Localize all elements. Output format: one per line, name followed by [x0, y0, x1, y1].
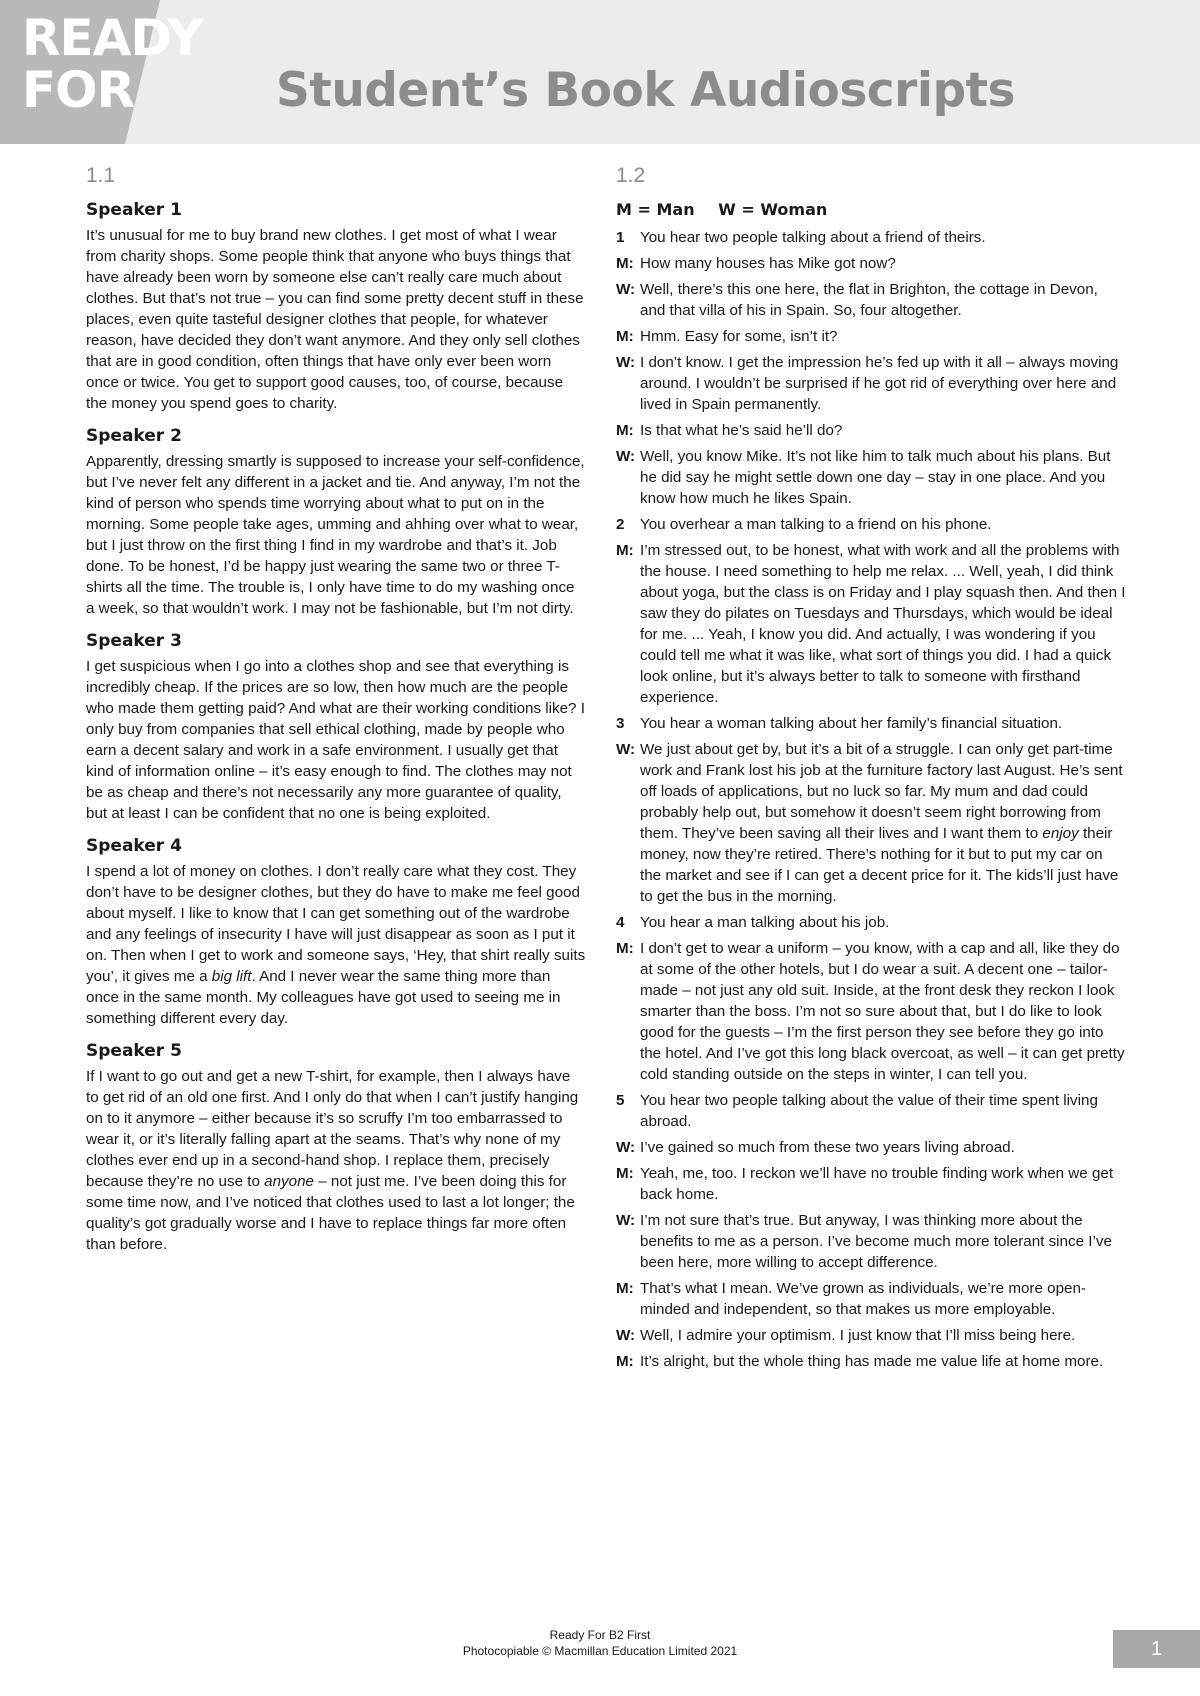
question-item — [616, 713, 1126, 734]
dialogue-line — [616, 938, 1126, 1085]
item-text: Is that what he’s said he’ll do? — [640, 422, 843, 439]
section-number-1-2: 1.2 — [616, 164, 646, 187]
item-label: 1 — [616, 229, 625, 246]
dialogue-line — [616, 1325, 1126, 1346]
key-woman: W = Woman — [718, 200, 828, 219]
dialogue-line — [616, 352, 1126, 415]
item-label: M: — [616, 1353, 634, 1370]
item-label: W: — [616, 281, 636, 298]
question-item — [616, 514, 1126, 535]
question-item — [616, 1090, 1126, 1132]
item-text: I don’t know. I get the impression he’s fed up with it all – always moving around. I wouldn’t be surprised if he got rid of everything over here and lived in Spain permanently. — [640, 354, 1119, 413]
item-text: It’s alright, but the whole thing has made me value life at home more. — [640, 1353, 1104, 1370]
item-label: M: — [616, 1280, 634, 1297]
speaker-4-text-a: I spend a lot of money on clothes. I don’t really care what they cost. They don’t have to be designer clothes, but they do have to make me feel good about myself. I like to know that I can get something out of the wardrobe and any feelings of insecurity I have will just disappear as soon as I put it on. Then when I get to work and someone says, ‘Hey, that shirt really suits you’, it gives me a — [86, 863, 586, 985]
dialogue-line — [616, 1210, 1126, 1273]
item-label: W: — [616, 354, 636, 371]
dialogue-line — [616, 446, 1126, 509]
speaker-4-text-emphasis: big lift — [211, 968, 252, 985]
item-label: M: — [616, 940, 634, 957]
item-label: 4 — [616, 914, 625, 931]
item-text: Yeah, me, too. I reckon we’ll have no trouble finding work when we get back home. — [640, 1165, 1114, 1203]
dialogue-list — [616, 227, 1126, 1372]
logo-line-2: FOR — [22, 61, 135, 119]
speaker-3-heading: Speaker 3 — [86, 631, 182, 651]
speaker-1-heading: Speaker 1 — [86, 200, 182, 220]
item-text — [640, 739, 1126, 907]
dialogue-line — [616, 279, 1126, 321]
item-text: How many houses has Mike got now? — [640, 255, 896, 272]
item-text: Hmm. Easy for some, isn’t it? — [640, 328, 838, 345]
item-label: M: — [616, 1165, 634, 1182]
item-text: I’m stressed out, to be honest, what with work and all the problems with the house. I need something to help me relax. ... Well, yeah, I did think about yoga, but the class is on Friday and I play squash then. And then I saw they do pilates on Tuesdays and Thursdays, which would be ideal for me. ... Yeah, I know you did. And actually, I was wondering if you could tell me what it was like, what sort of things you did. I had a quick look online, but it’s always better to talk to someone with firsthand experience. — [640, 542, 1126, 706]
left-column — [86, 160, 586, 1266]
dialogue-line — [616, 1137, 1126, 1158]
item-text: I’ve gained so much from these two years living abroad. — [640, 1139, 1015, 1156]
item-text-emphasis: enjoy — [1042, 825, 1079, 842]
dialogue-line — [616, 540, 1126, 708]
dialogue-line — [616, 253, 1126, 274]
item-text: You hear a woman talking about her family’s financial situation. — [640, 715, 1063, 732]
item-text: I’m not sure that’s true. But anyway, I was thinking more about the benefits to me as a person. I’ve become much more tolerant since I’ve been here, more willing to accept difference. — [640, 1212, 1112, 1271]
item-label: M: — [616, 542, 634, 559]
dialogue-line — [616, 1163, 1126, 1205]
item-text: You hear a man talking about his job. — [640, 914, 890, 931]
question-item — [616, 912, 1126, 933]
item-text: Well, I admire your optimism. I just know that I’ll miss being here. — [640, 1327, 1076, 1344]
item-label: W: — [616, 1327, 636, 1344]
item-text: You overhear a man talking to a friend on his phone. — [640, 516, 992, 533]
speaker-key — [616, 199, 1126, 221]
right-column — [616, 160, 1126, 1377]
question-item — [616, 227, 1126, 248]
item-label: M: — [616, 328, 634, 345]
dialogue-line — [616, 1278, 1126, 1320]
item-text-b: their money, now they’re retired. There’s nothing for it but to put my car on the market and see if I can get a decent price for it. The kids’ll just have to get the bus in the morning. — [640, 825, 1119, 905]
speaker-2-heading: Speaker 2 — [86, 426, 182, 446]
item-label: W: — [616, 1212, 636, 1229]
page-number: 1 — [1113, 1630, 1200, 1668]
speaker-5-text-b: – not just me. I’ve been doing this for some time now, and I’ve noticed that clothes used to last a lot longer; the quality’s got gradually worse and I have to replace things far more often than before. — [86, 1173, 575, 1253]
speaker-5-text-emphasis: anyone — [264, 1173, 314, 1190]
dialogue-line — [616, 420, 1126, 441]
item-label: W: — [616, 1139, 636, 1156]
item-text: You hear two people talking about a friend of theirs. — [640, 229, 986, 246]
speaker-1-text: It’s unusual for me to buy brand new clothes. I get most of what I wear from charity shops. Some people think that anyone who buys things that have already been worn by someone else can’t really care much about clothes. But that’s not true – you can find some pretty decent stuff in these places, even quite tasteful designer clothes that people, for whatever reason, have decided they don’t want anymore. And they only sell clothes that are in good condition, often things that have only ever been worn once or twice. You get to support good causes, too, of course, because the money you spend goes to charity. — [86, 227, 584, 412]
speaker-4-text — [86, 861, 586, 1029]
item-label: M: — [616, 422, 634, 439]
speaker-5-heading: Speaker 5 — [86, 1041, 182, 1061]
item-label: W: — [616, 741, 636, 758]
dialogue-line — [616, 326, 1126, 347]
item-label: 3 — [616, 715, 625, 732]
item-text: Well, you know Mike. It’s not like him to talk much about his plans. But he did say he might settle down one day – stay in one place. And you know how much he likes Spain. — [640, 448, 1111, 507]
speaker-4-heading: Speaker 4 — [86, 836, 182, 856]
speaker-3-text: I get suspicious when I go into a clothes shop and see that everything is incredibly cheap. If the prices are so low, then how much are the people who made them getting paid? And what are their working conditions like? I only buy from companies that sell ethical clothing, made by people who earn a decent salary and work in a safe environment. I usually get that kind of information online – it’s easy enough to find. The clothes may not be as cheap and there’s not necessarily any more guarantee of quality, but at least I can be confident that no one is being exploited. — [86, 658, 585, 822]
page-title: Student’s Book Audioscripts — [276, 63, 1016, 118]
section-number-1-1: 1.1 — [86, 164, 116, 187]
speaker-4-text-b: . And I never wear the same thing more than once in the same month. My colleagues have got used to seeing me in something different every day. — [86, 968, 561, 1027]
dialogue-line — [616, 1351, 1126, 1372]
logo — [22, 9, 203, 119]
item-text: Well, there’s this one here, the flat in Brighton, the cottage in Devon, and that villa of his in Spain. So, four altogether. — [640, 281, 1098, 319]
dialogue-line — [616, 739, 1126, 907]
item-label: M: — [616, 255, 634, 272]
item-text: You hear two people talking about the value of their time spent living abroad. — [640, 1092, 1098, 1130]
header-band — [0, 0, 1200, 144]
speaker-5-text — [86, 1066, 586, 1255]
item-text-a: We just about get by, but it’s a bit of a struggle. I can only get part-time work and Frank lost his job at the furniture factory last August. He’s sent off loads of applications, but no luck so far. My mum and dad could probably help out, but somehow it doesn’t seem right borrowing from them. They’ve been saving all their lives and I want them to — [640, 741, 1123, 842]
item-label: W: — [616, 448, 636, 465]
footer-copyright: Photocopiable © Macmillan Education Limited 2021 — [462, 1644, 738, 1658]
speaker-5-text-a: If I want to go out and get a new T-shirt, for example, then I always have to get rid of an old one first. And I only do that when I can’t justify hanging on to it anymore – either because it’s so scruffy I’m too embarrassed to wear it, or it’s literally falling apart at the seams. That’s why none of my clothes ever end up in a second-hand shop. I replace them, precisely because they’re no use to — [86, 1068, 579, 1190]
item-text: That’s what I mean. We’ve grown as individuals, we’re more open-minded and independent, so that makes us more employable. — [640, 1280, 1086, 1318]
item-label: 2 — [616, 516, 625, 533]
item-text: I don’t get to wear a uniform – you know, with a cap and all, like they do at some of the other hotels, but I do wear a suit. A decent one – tailor-made – not just any old suit. Inside, at the front desk they reckon I look smarter than the boss. I’m not so sure about that, but I do like to look good for the guests – I’m the first person they see before they go into the hotel. And I’ve got this long black overcoat, as well – it can get pretty cold standing outside on the steps in winter, I can tell you. — [640, 940, 1125, 1083]
item-label: 5 — [616, 1092, 625, 1109]
key-man: M = Man — [616, 200, 695, 219]
footer-book-title: Ready For B2 First — [549, 1628, 651, 1642]
speaker-2-text: Apparently, dressing smartly is supposed to increase your self-confidence, but I’ve never felt any different in a jacket and tie. And anyway, I’m not the kind of person who spends time worrying about what to put on in the morning. Some people take ages, umming and ahhing over what to wear, but I just throw on the first thing I find in my wardrobe and that’s it. Job done. To be honest, I’d be happy just wearing the same two or three T-shirts all the time. The trouble is, I only have time to do my washing once a week, so that wouldn’t work. I may not be fashionable, but I’m not dirty. — [86, 453, 585, 617]
footer — [380, 1627, 820, 1659]
logo-line-1: READY — [22, 9, 203, 67]
